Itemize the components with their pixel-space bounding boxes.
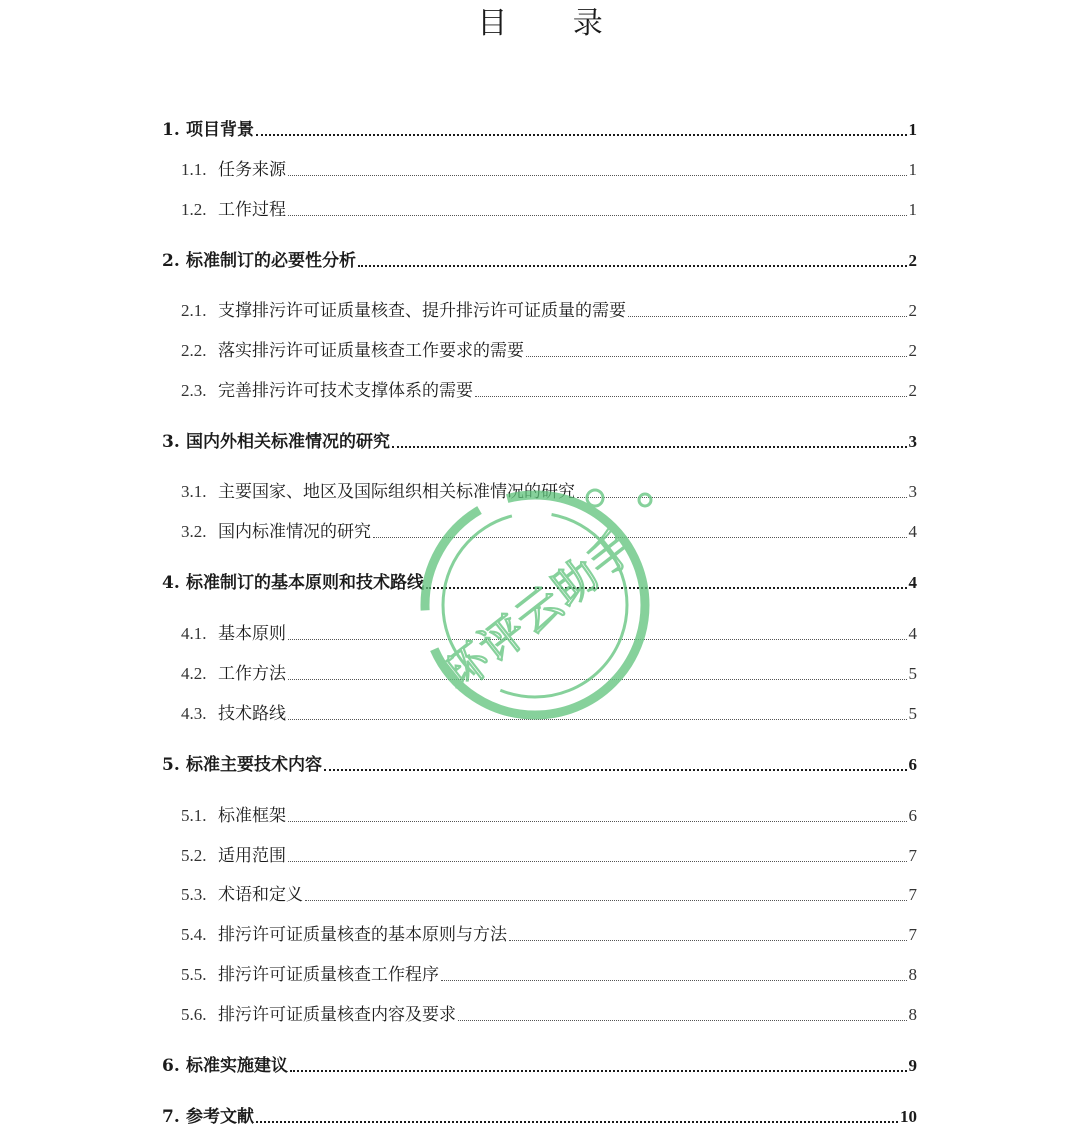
toc-entry[interactable] [181,197,917,223]
toc-entry-page: 4 [908,573,917,592]
dot-leader [628,314,907,317]
toc-entry-label: 落实排污许可证质量核查工作要求的需要 [218,341,524,361]
toc-entry[interactable] [181,519,917,545]
toc-entry-page: 9 [908,1056,917,1075]
dot-leader [441,978,907,981]
toc-entry-page: 2 [908,381,917,400]
toc-entry-label: 术语和定义 [218,885,303,905]
dot-leader [475,394,907,397]
dot-leader [288,637,907,640]
toc-entry[interactable] [181,803,917,829]
toc-entry-label: 工作过程 [218,200,286,220]
toc-entry-page: 3 [908,432,917,451]
dot-leader [290,1068,907,1072]
toc-entry-page: 1 [908,160,917,179]
toc-entry-page: 7 [908,925,917,944]
toc-entry[interactable] [162,429,917,455]
toc-entry-label: 标准实施建议 [186,1056,288,1076]
toc-entry-label: 支撑排污许可证质量核查、提升排污许可证质量的需要 [218,301,626,321]
dot-leader [288,859,907,862]
toc-entry-page: 2 [908,251,917,270]
toc-entry-number: 2. [162,251,180,271]
toc-entry-label: 项目背景 [186,120,254,140]
toc-entry-page: 1 [908,120,917,139]
toc-entry-label: 基本原则 [218,624,286,644]
toc-entry-label: 任务来源 [218,160,286,180]
toc-entry-page: 7 [908,885,917,904]
toc-entry[interactable] [181,157,917,183]
toc-entry-number: 5.6. [181,1005,207,1024]
toc-entry-label: 国内外相关标准情况的研究 [186,432,390,452]
toc-entry-number: 2.1. [181,301,207,320]
toc-entry[interactable] [181,338,917,364]
toc-entry-page: 4 [908,522,917,541]
toc-entry[interactable] [162,570,917,596]
toc-entry-page: 5 [908,704,917,723]
toc-entry-number: 3. [162,432,180,452]
toc-entry-label: 标准框架 [218,806,286,826]
toc-entry-number: 5.5. [181,965,207,984]
toc-entry-page: 6 [908,806,917,825]
toc-entry-number: 7. [162,1107,180,1127]
toc-entry-number: 4. [162,573,180,593]
toc-entry-page: 5 [908,664,917,683]
toc-entry-number: 5.1. [181,806,207,825]
toc-entry[interactable] [181,922,917,948]
toc-entry[interactable] [181,962,917,988]
dot-leader [288,213,907,216]
toc-entry-page: 2 [908,341,917,360]
toc-entry-page: 3 [908,482,917,501]
toc-entry-label: 排污许可证质量核查的基本原则与方法 [218,925,507,945]
dot-leader [426,585,907,589]
toc-entry-label: 标准制订的基本原则和技术路线 [186,573,424,593]
toc-entry[interactable] [181,1002,917,1028]
dot-leader [256,1119,898,1123]
dot-leader [392,444,907,448]
toc-entry-page: 10 [900,1107,917,1126]
toc-entry-number: 3.1. [181,482,207,501]
toc-entry-number: 6. [162,1056,180,1076]
toc-entry-label: 技术路线 [218,704,286,724]
toc-entry[interactable] [181,298,917,324]
dot-leader [288,173,907,176]
dot-leader [577,495,907,498]
toc-entry[interactable] [162,248,917,274]
dot-leader [256,132,907,136]
toc-entry-number: 5. [162,755,180,775]
dot-leader [288,717,907,720]
toc-entry-number: 1.1. [181,160,207,179]
toc-entry-number: 4.3. [181,704,207,723]
toc-entry[interactable] [162,1053,917,1079]
toc-entry-page: 7 [908,846,917,865]
toc-entry-label: 工作方法 [218,664,286,684]
dot-leader [358,263,907,267]
toc-entry-number: 5.4. [181,925,207,944]
toc-entry-page: 4 [908,624,917,643]
toc-entry-label: 主要国家、地区及国际组织相关标准情况的研究 [218,482,575,502]
toc-entry-label: 适用范围 [218,846,286,866]
toc-entry-page: 8 [908,1005,917,1024]
dot-leader [305,898,907,901]
toc-entry-label: 排污许可证质量核查内容及要求 [218,1005,456,1025]
toc-entry-number: 4.1. [181,624,207,643]
toc-entry-number: 4.2. [181,664,207,683]
toc-entry-label: 标准制订的必要性分析 [186,251,356,271]
toc-entry-number: 1. [162,120,180,140]
dot-leader [526,354,907,357]
toc-entry-label: 标准主要技术内容 [186,755,322,775]
page-title: 目 录 [477,6,631,41]
toc-entry-page: 6 [908,755,917,774]
toc-entry-number: 2.3. [181,381,207,400]
dot-leader [288,819,907,822]
toc-entry-number: 1.2. [181,200,207,219]
toc-entry-label: 完善排污许可技术支撑体系的需要 [218,381,473,401]
svg-text:环评云助手: 环评云助手 [433,519,647,702]
toc-entry[interactable] [181,843,917,869]
toc-entry-number: 5.3. [181,885,207,904]
dot-leader [509,938,907,941]
toc-entry[interactable] [181,378,917,404]
toc-entry[interactable] [162,1104,917,1130]
toc-entry[interactable] [181,882,917,908]
toc-entry-page: 2 [908,301,917,320]
toc-entry-label: 排污许可证质量核查工作程序 [218,965,439,985]
toc-entry-number: 2.2. [181,341,207,360]
toc-entry-page: 8 [908,965,917,984]
toc-entry[interactable] [162,752,917,778]
toc-entry[interactable] [181,621,917,647]
dot-leader [288,677,907,680]
toc-entry-label: 参考文献 [186,1107,254,1127]
toc-entry-number: 5.2. [181,846,207,865]
toc-entry[interactable] [181,479,917,505]
dot-leader [458,1018,907,1021]
toc-entry-number: 3.2. [181,522,207,541]
dot-leader [324,767,907,771]
toc-entry-page: 1 [908,200,917,219]
dot-leader [373,535,907,538]
toc-entry[interactable] [181,701,917,727]
toc-entry-label: 国内标准情况的研究 [218,522,371,542]
toc-entry[interactable] [162,117,917,143]
toc-entry[interactable] [181,661,917,687]
